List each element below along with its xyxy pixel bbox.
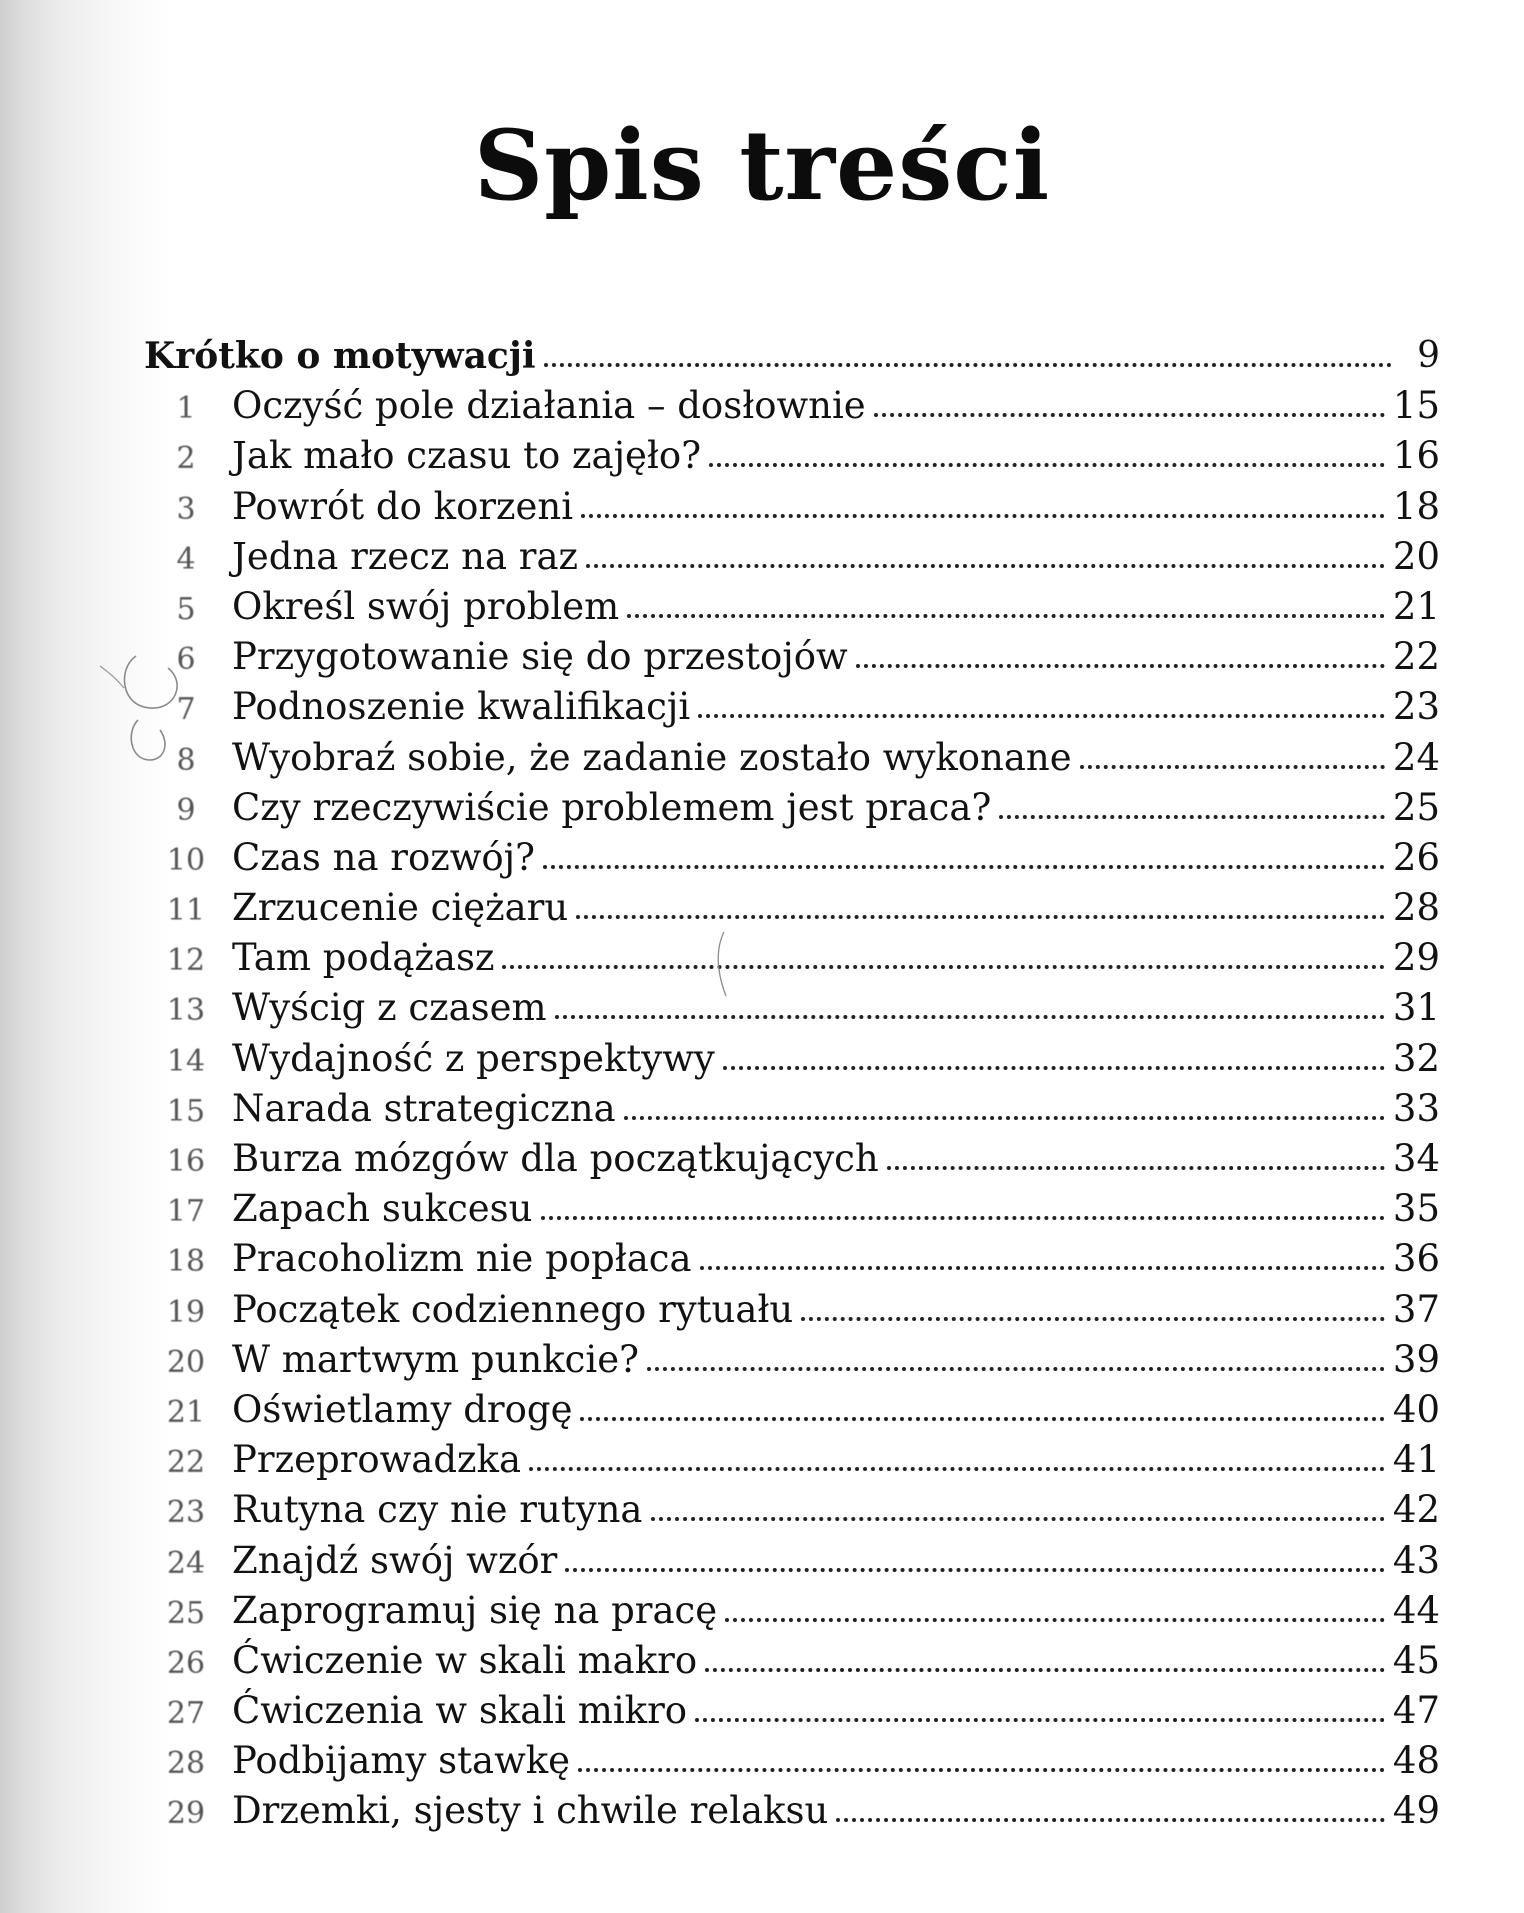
dot-leader xyxy=(580,1417,1384,1421)
toc-entry-page: 29 xyxy=(1392,936,1440,980)
toc-entry-label: Wydajność z perspektywy xyxy=(232,1036,715,1080)
dot-leader xyxy=(586,564,1385,568)
toc-entry-label: Powrót do korzeni xyxy=(232,484,574,528)
dot-leader xyxy=(999,815,1385,819)
dot-leader xyxy=(576,915,1385,919)
toc-entry-page: 41 xyxy=(1392,1438,1440,1482)
dot-leader xyxy=(887,1166,1385,1170)
toc-entry-page: 20 xyxy=(1392,534,1440,578)
toc-entry-row xyxy=(140,625,1440,679)
toc-entry-label: Wyobraź sobie, że zadanie zostało wykonane xyxy=(232,735,1072,779)
toc-entry-page: 43 xyxy=(1392,1538,1440,1582)
toc-entry-number: 4 xyxy=(176,541,196,577)
toc-entry-page: 18 xyxy=(1392,484,1440,528)
toc-entry-number: 9 xyxy=(176,792,196,828)
toc-entry-label: Oświetlamy drogę xyxy=(232,1387,573,1431)
toc-entry-number: 15 xyxy=(166,1093,206,1129)
dot-leader xyxy=(874,413,1385,417)
table-of-contents xyxy=(140,318,1440,1833)
toc-entry-label: Jedna rzecz na raz xyxy=(232,534,579,578)
toc-entry-number: 28 xyxy=(166,1746,206,1782)
toc-entry-number: 17 xyxy=(166,1194,206,1230)
dot-leader xyxy=(695,1718,1385,1722)
dot-leader xyxy=(651,1517,1385,1521)
toc-entry-row xyxy=(140,976,1440,1030)
toc-entry-number: 13 xyxy=(166,993,206,1029)
toc-entry-label: Czas na rozwój? xyxy=(232,835,535,879)
toc-entry-page: 22 xyxy=(1392,635,1440,679)
toc-entry-row xyxy=(140,1629,1440,1682)
toc-entry-row xyxy=(140,1026,1440,1080)
dot-leader xyxy=(555,1015,1385,1019)
toc-entry-number: 6 xyxy=(176,642,196,678)
toc-entry-number: 24 xyxy=(166,1545,206,1581)
toc-entry-row xyxy=(140,1227,1440,1281)
toc-entry-number: 3 xyxy=(176,491,196,527)
toc-entry-page: 16 xyxy=(1392,434,1440,478)
dot-leader xyxy=(502,965,1384,969)
toc-entry-number: 19 xyxy=(166,1294,206,1330)
toc-entry-number: 27 xyxy=(166,1696,206,1732)
dot-leader xyxy=(836,1818,1385,1822)
toc-entry-page: 21 xyxy=(1392,584,1440,628)
toc-entry-label: Oczyść pole działania – dosłownie xyxy=(232,384,866,428)
toc-entry-number: 21 xyxy=(166,1394,206,1430)
toc-entry-page: 36 xyxy=(1392,1237,1440,1281)
page-title: Spis treści xyxy=(473,109,1051,222)
toc-entry-page: 31 xyxy=(1392,986,1440,1030)
toc-entry-row xyxy=(140,374,1440,428)
toc-entry-number: 20 xyxy=(166,1344,206,1380)
toc-entry-row xyxy=(140,675,1440,729)
toc-entry-number: 10 xyxy=(166,842,206,878)
toc-entry-label: Określ swój problem xyxy=(232,584,620,628)
toc-intro-label: Krótko o motywacji xyxy=(144,335,536,377)
toc-entry-label: Zrzucenie ciężaru xyxy=(232,886,569,930)
toc-entry-row xyxy=(140,1077,1440,1130)
dot-leader xyxy=(544,363,1392,367)
toc-entry-page: 49 xyxy=(1392,1789,1440,1833)
dot-leader xyxy=(627,614,1385,618)
toc-entry-label: Rutyna czy nie rutyna xyxy=(232,1488,643,1532)
dot-leader xyxy=(725,1618,1385,1622)
toc-entry-number: 16 xyxy=(166,1144,206,1179)
toc-entry-label: Tam podążasz xyxy=(232,936,495,980)
toc-entry-row xyxy=(140,1378,1440,1431)
toc-entry-label: Wyścig z czasem xyxy=(232,986,547,1030)
dot-leader xyxy=(801,1317,1385,1321)
toc-entry-label: Jak mało czasu to zajęło? xyxy=(232,434,702,478)
toc-entry-label: Znajdź swój wzór xyxy=(232,1538,558,1582)
dot-leader xyxy=(709,463,1385,467)
toc-entry-page: 45 xyxy=(1392,1638,1440,1682)
toc-entry-number: 8 xyxy=(176,742,196,778)
toc-entry-number: 1 xyxy=(176,391,196,427)
toc-entry-row xyxy=(140,474,1440,528)
toc-entry-page: 25 xyxy=(1392,785,1440,829)
toc-entry-number: 23 xyxy=(166,1495,206,1531)
toc-entry-label: Drzemki, sjesty i chwile relaksu xyxy=(232,1789,829,1833)
toc-entry-page: 47 xyxy=(1392,1689,1440,1733)
toc-entry-row xyxy=(140,1428,1440,1482)
toc-entry-row xyxy=(140,575,1440,628)
toc-entries xyxy=(140,374,1440,1833)
dot-leader xyxy=(541,1216,1385,1220)
toc-entry-row xyxy=(140,1177,1440,1231)
toc-entry-label: Pracoholizm nie popłaca xyxy=(232,1237,692,1281)
toc-entry-row xyxy=(140,776,1440,829)
toc-entry-number: 2 xyxy=(176,441,196,477)
toc-entry-page: 15 xyxy=(1392,384,1440,428)
toc-entry-row xyxy=(140,525,1440,578)
toc-entry-number: 11 xyxy=(166,893,206,929)
toc-entry-label: Przygotowanie się do przestojów xyxy=(232,635,848,679)
toc-entry-row xyxy=(140,1679,1440,1733)
toc-entry-label: Ćwiczenia w skali mikro xyxy=(232,1689,688,1733)
toc-entry-number: 22 xyxy=(166,1445,206,1481)
toc-entry-page: 35 xyxy=(1392,1187,1440,1231)
toc-entry-label: Początek codziennego rytuału xyxy=(232,1287,794,1331)
toc-entry-label: Ćwiczenie w skali makro xyxy=(232,1638,698,1682)
dot-leader xyxy=(856,664,1385,668)
dot-leader xyxy=(565,1568,1385,1572)
toc-entry-label: Burza mózgów dla początkujących xyxy=(232,1137,879,1180)
dot-leader xyxy=(1080,765,1385,769)
toc-entry-row xyxy=(140,1579,1440,1632)
toc-entry-page: 48 xyxy=(1392,1739,1440,1783)
toc-entry-row xyxy=(140,1779,1440,1833)
toc-entry-row xyxy=(140,1729,1440,1783)
dot-leader xyxy=(647,1367,1385,1371)
toc-entry-page: 44 xyxy=(1392,1588,1440,1632)
toc-intro-row xyxy=(140,318,1440,377)
toc-entry-row xyxy=(140,424,1440,478)
toc-entry-row xyxy=(140,876,1440,930)
dot-leader xyxy=(543,865,1385,869)
dot-leader xyxy=(624,1116,1385,1120)
toc-entry-row xyxy=(140,826,1440,879)
toc-entry-number: 18 xyxy=(166,1244,206,1280)
dot-leader xyxy=(700,1266,1385,1270)
toc-entry-number: 7 xyxy=(176,692,196,728)
toc-entry-page: 33 xyxy=(1392,1086,1440,1130)
toc-entry-number: 26 xyxy=(166,1645,206,1681)
toc-entry-row xyxy=(140,926,1440,980)
dot-leader xyxy=(723,1066,1385,1070)
toc-entry-label: Zaprogramuj się na pracę xyxy=(232,1588,718,1632)
toc-entry-page: 37 xyxy=(1392,1287,1440,1331)
toc-entry-label: Zapach sukcesu xyxy=(232,1187,533,1231)
toc-entry-row xyxy=(140,1328,1440,1381)
toc-entry-page: 26 xyxy=(1392,835,1440,879)
toc-entry-page: 40 xyxy=(1392,1387,1440,1431)
toc-entry-row xyxy=(140,1478,1440,1532)
toc-entry-page: 34 xyxy=(1392,1137,1440,1180)
toc-entry-page: 42 xyxy=(1392,1488,1440,1532)
toc-entry-number: 14 xyxy=(166,1043,206,1079)
dot-leader xyxy=(581,514,1385,518)
toc-entry-number: 5 xyxy=(176,591,196,627)
dot-leader xyxy=(705,1668,1385,1672)
dot-leader xyxy=(698,714,1385,718)
toc-entry-row xyxy=(140,1127,1440,1180)
toc-entry-row xyxy=(140,1528,1440,1582)
toc-entry-label: Podnoszenie kwalifikacji xyxy=(232,685,691,729)
toc-entry-number: 25 xyxy=(166,1595,206,1631)
toc-entry-page: 39 xyxy=(1392,1337,1440,1381)
toc-entry-label: Czy rzeczywiście problemem jest praca? xyxy=(232,785,992,829)
toc-entry-label: Narada strategiczna xyxy=(232,1086,616,1130)
dot-leader xyxy=(578,1768,1385,1772)
toc-entry-page: 24 xyxy=(1392,735,1440,779)
toc-entry-page: 28 xyxy=(1392,886,1440,930)
toc-entry-page: 32 xyxy=(1392,1036,1440,1080)
toc-entry-row xyxy=(140,1277,1440,1331)
toc-entry-page: 23 xyxy=(1392,685,1440,729)
toc-entry-label: Podbijamy stawkę xyxy=(232,1739,571,1783)
toc-entry-label: Przeprowadzka xyxy=(232,1438,522,1482)
dot-leader xyxy=(529,1467,1385,1471)
toc-intro-page: 9 xyxy=(1417,335,1440,376)
toc-entry-number: 29 xyxy=(166,1796,206,1832)
toc-entry-label: W martwym punkcie? xyxy=(232,1337,639,1381)
toc-entry-row xyxy=(140,725,1440,779)
toc-entry-number: 12 xyxy=(166,943,206,979)
